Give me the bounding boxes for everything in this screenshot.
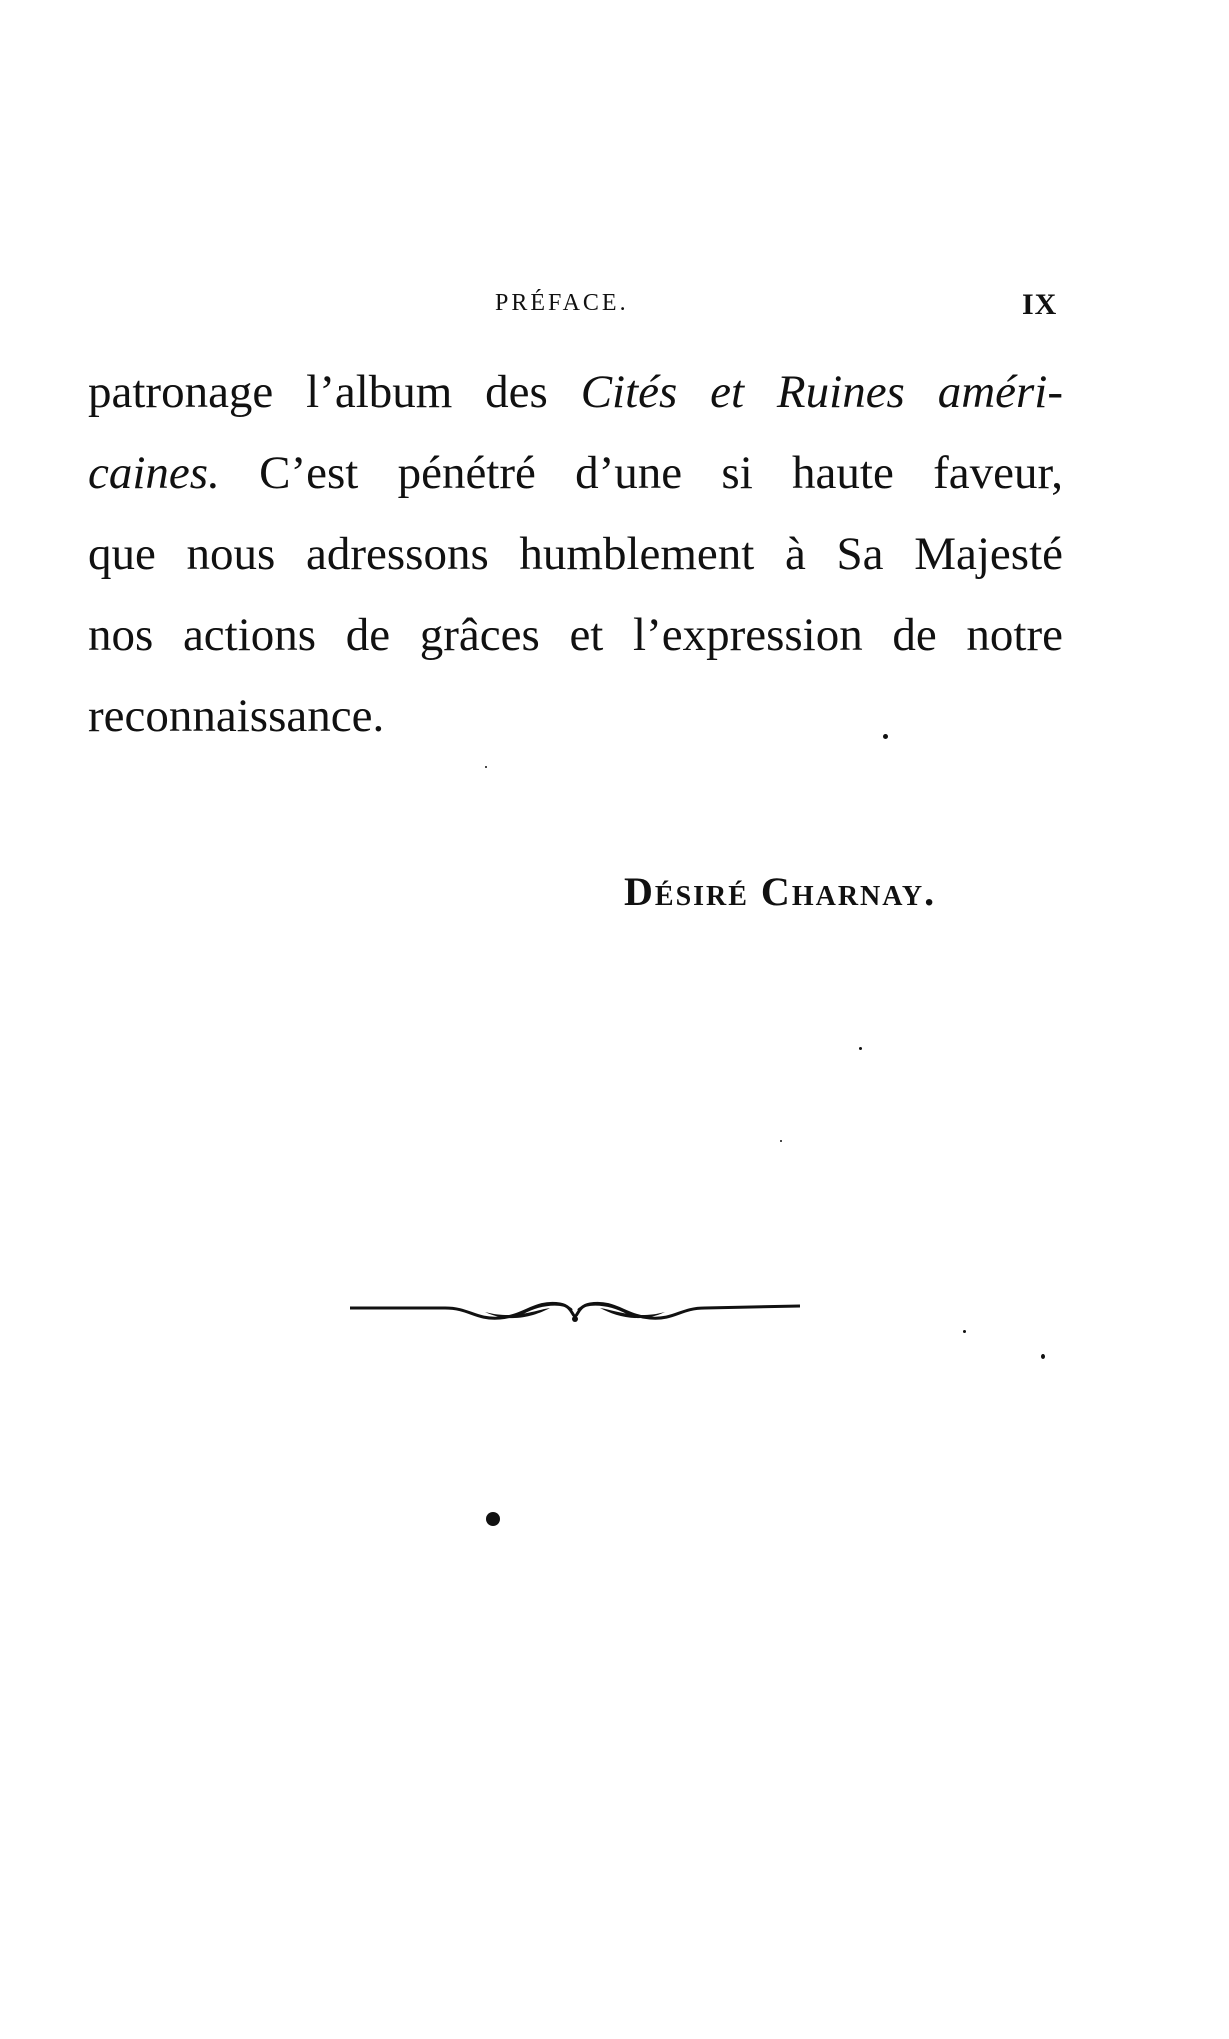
- ink-speck: [780, 1140, 782, 1142]
- ink-speck: [485, 766, 487, 768]
- text-line-1-italic: Cités et Ruines améri-: [580, 366, 1063, 418]
- text-line-2-roman: C’est pénétré d’une si haute faveur,: [219, 447, 1063, 499]
- text-line-2: [88, 433, 1063, 514]
- text-line-1: [88, 352, 1063, 433]
- author-signature: Désiré Charnay.: [624, 869, 937, 914]
- ink-speck: [486, 1512, 500, 1526]
- ink-speck: [963, 1330, 966, 1333]
- text-line-1-roman: patronage l’album des: [88, 366, 581, 418]
- ink-speck: [1041, 1354, 1045, 1359]
- tailpiece-ornament-icon: [350, 1286, 800, 1336]
- text-line-3: que nous adressons humblement à Sa Majesté: [88, 528, 1063, 580]
- text-line-5: reconnaissance.: [88, 690, 385, 742]
- text-line-4: nos actions de grâces et l’expression de notre: [88, 609, 1063, 661]
- preface-paragraph: [88, 352, 1063, 757]
- ink-speck: [859, 1047, 862, 1050]
- running-head: [0, 290, 1229, 330]
- ink-speck: [883, 734, 888, 739]
- text-line-2-italic: caines.: [88, 447, 220, 499]
- page-number: IX: [1022, 288, 1058, 321]
- running-title: PRÉFACE.: [495, 290, 629, 316]
